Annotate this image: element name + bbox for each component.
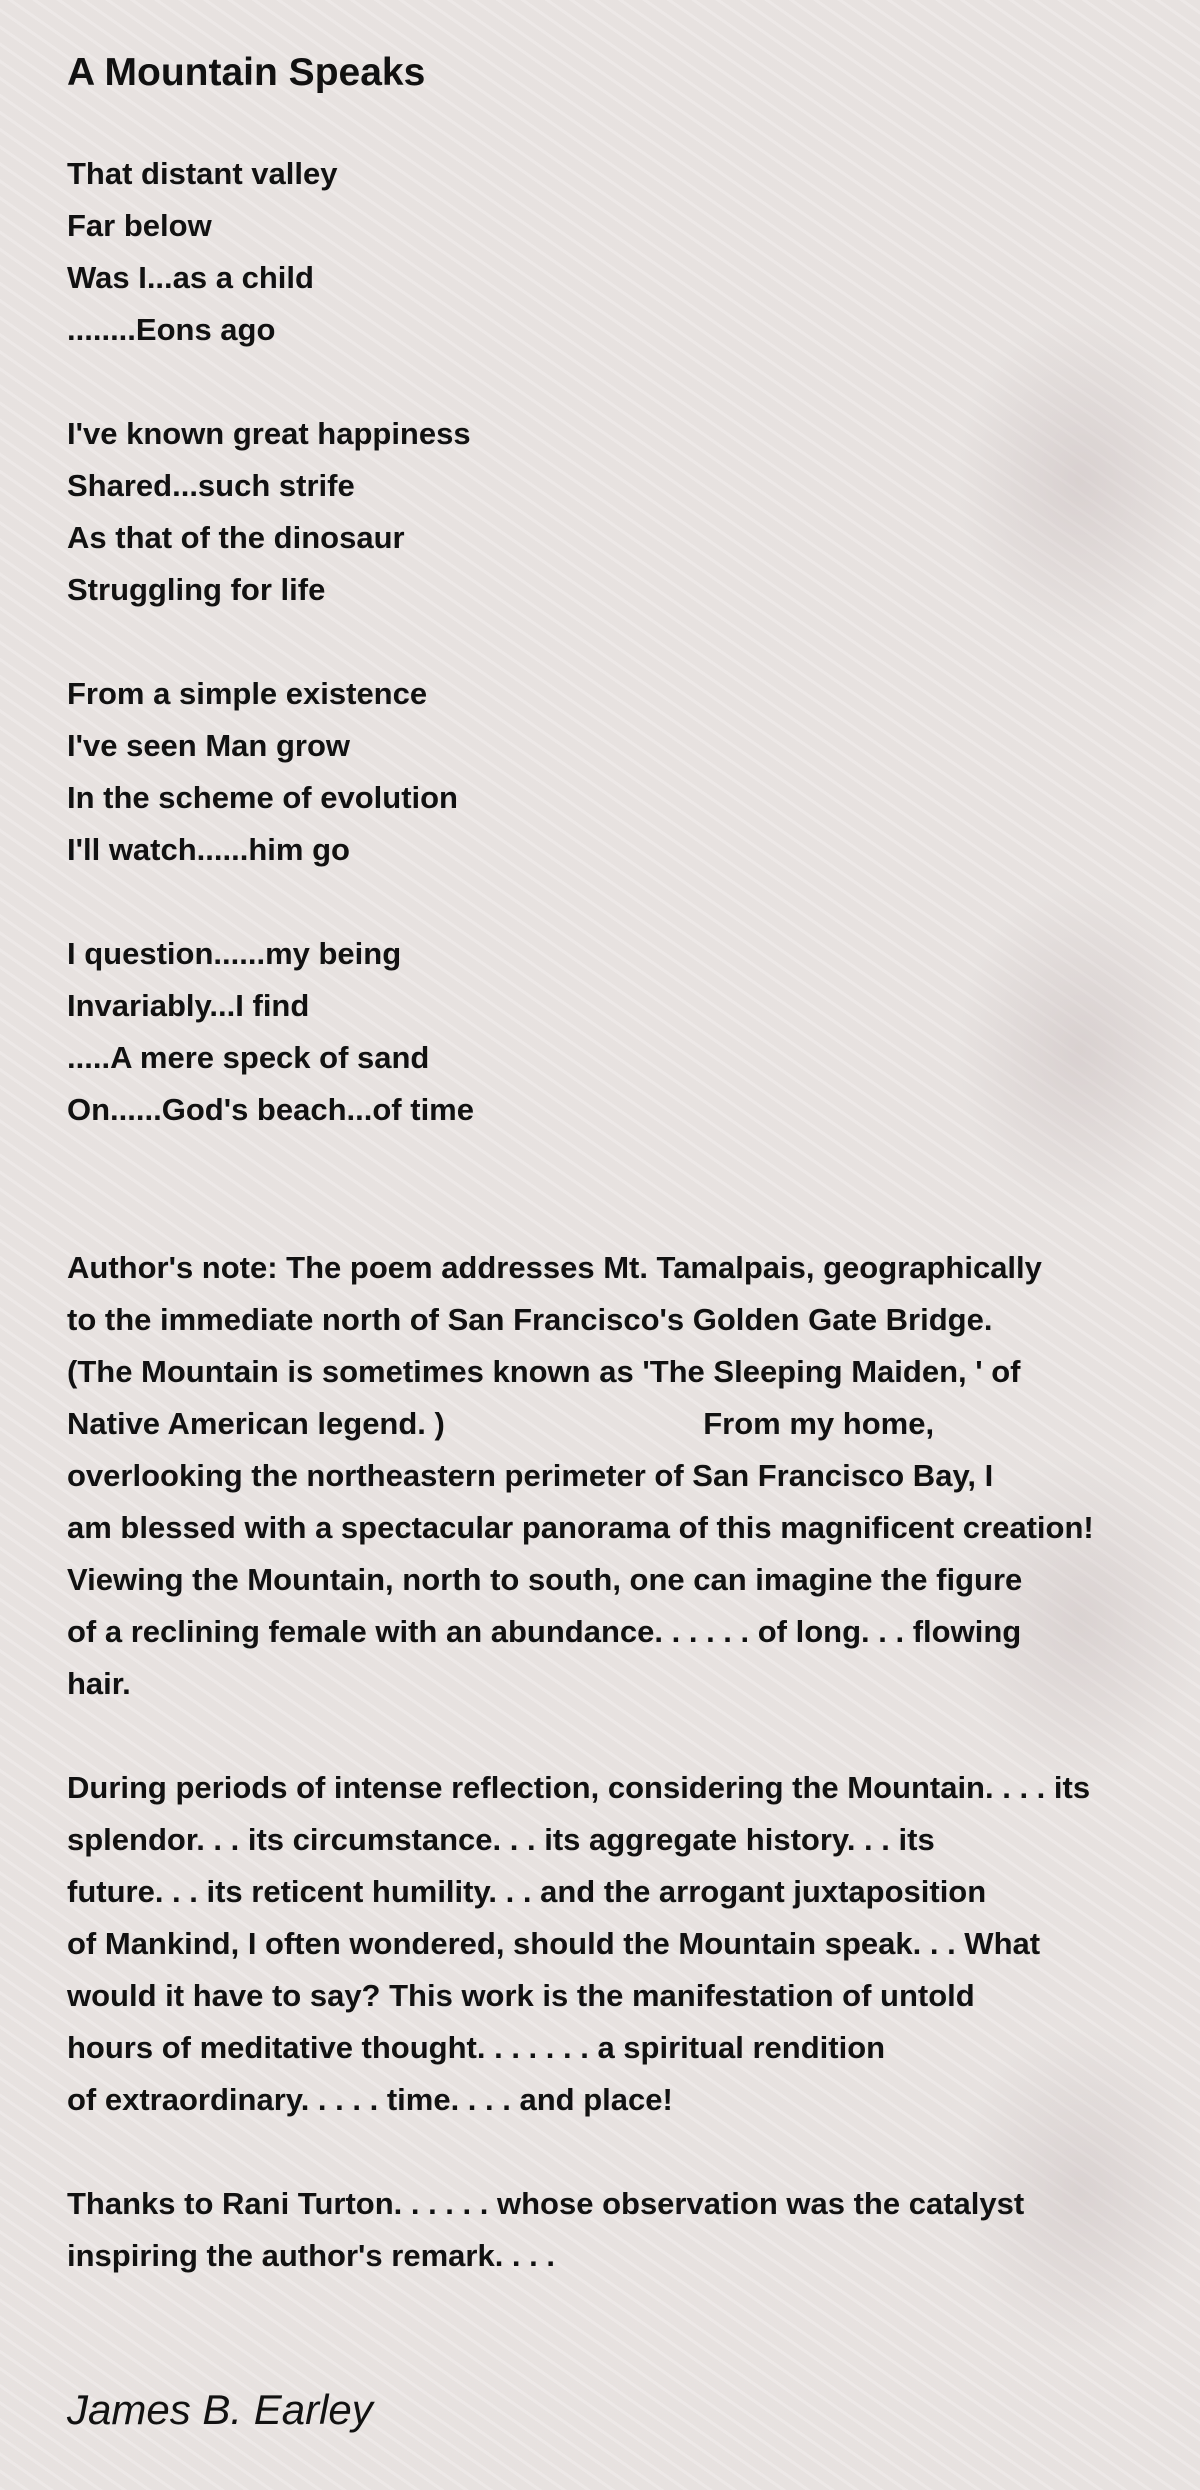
page-title: A Mountain Speaks <box>67 51 426 94</box>
poem-line: I've known great happiness <box>67 416 471 451</box>
note-line: overlooking the northeastern perimeter of San Francisco Bay, I <box>67 1458 994 1493</box>
note-line: During periods of intense reflection, considering the Mountain. . . . its <box>67 1770 1091 1805</box>
poem-line: I've seen Man grow <box>67 728 351 763</box>
poem-line: Invariably...I find <box>67 988 310 1023</box>
poem-line: That distant valley <box>67 156 338 191</box>
note-line: hair. <box>67 1666 131 1701</box>
poem-line: Far below <box>67 208 212 243</box>
poem-line: On......God's beach...of time <box>67 1092 474 1127</box>
poem-line: Was I...as a child <box>67 260 314 295</box>
poem-line: I'll watch......him go <box>67 832 350 867</box>
stanza <box>67 928 1147 1136</box>
note-line: would it have to say? This work is the manifestation of untold <box>67 1978 975 2013</box>
note-line: inspiring the author's remark. . . . <box>67 2238 555 2273</box>
note-line: Native American legend. ) From my home, <box>67 1406 935 1441</box>
poem-line: .....A mere speck of sand <box>67 1040 430 1075</box>
poem-line: ........Eons ago <box>67 312 276 347</box>
note-line: future. . . its reticent humility. . . and the arrogant juxtaposition <box>67 1874 987 1909</box>
note-line: Viewing the Mountain, north to south, one can imagine the figure <box>67 1562 1023 1597</box>
note-paragraph <box>67 1242 1177 1710</box>
note-line: Author's note: The poem addresses Mt. Tamalpais, geographically <box>67 1250 1042 1285</box>
note-line: of a reclining female with an abundance. . . . . . of long. . . flowing <box>67 1614 1022 1649</box>
note-line: am blessed with a spectacular panorama of this magnificent creation! <box>67 1510 1094 1545</box>
note-line: hours of meditative thought. . . . . . . a spiritual rendition <box>67 2030 886 2065</box>
author-signature: James B. Earley <box>67 2386 373 2433</box>
note-paragraph <box>67 2178 1177 2282</box>
authors-note <box>67 1242 1177 2334</box>
poem-line: Shared...such strife <box>67 468 355 503</box>
poem-line: As that of the dinosaur <box>67 520 405 555</box>
note-line: of extraordinary. . . . . time. . . . and place! <box>67 2082 673 2117</box>
note-line: splendor. . . its circumstance. . . its aggregate history. . . its <box>67 1822 935 1857</box>
note-line: to the immediate north of San Francisco's Golden Gate Bridge. <box>67 1302 993 1337</box>
poem-line: Struggling for life <box>67 572 326 607</box>
note-paragraph <box>67 1762 1177 2126</box>
stanza <box>67 148 1147 356</box>
stanza <box>67 668 1147 876</box>
poem-body <box>67 148 1147 1188</box>
stanza <box>67 408 1147 616</box>
poem-line: I question......my being <box>67 936 402 971</box>
poem-line: In the scheme of evolution <box>67 780 458 815</box>
note-line: of Mankind, I often wondered, should the Mountain speak. . . What <box>67 1926 1041 1961</box>
note-line: Thanks to Rani Turton. . . . . . whose observation was the catalyst <box>67 2186 1025 2221</box>
note-line: (The Mountain is sometimes known as 'The Sleeping Maiden, ' of <box>67 1354 1021 1389</box>
poem-line: From a simple existence <box>67 676 428 711</box>
